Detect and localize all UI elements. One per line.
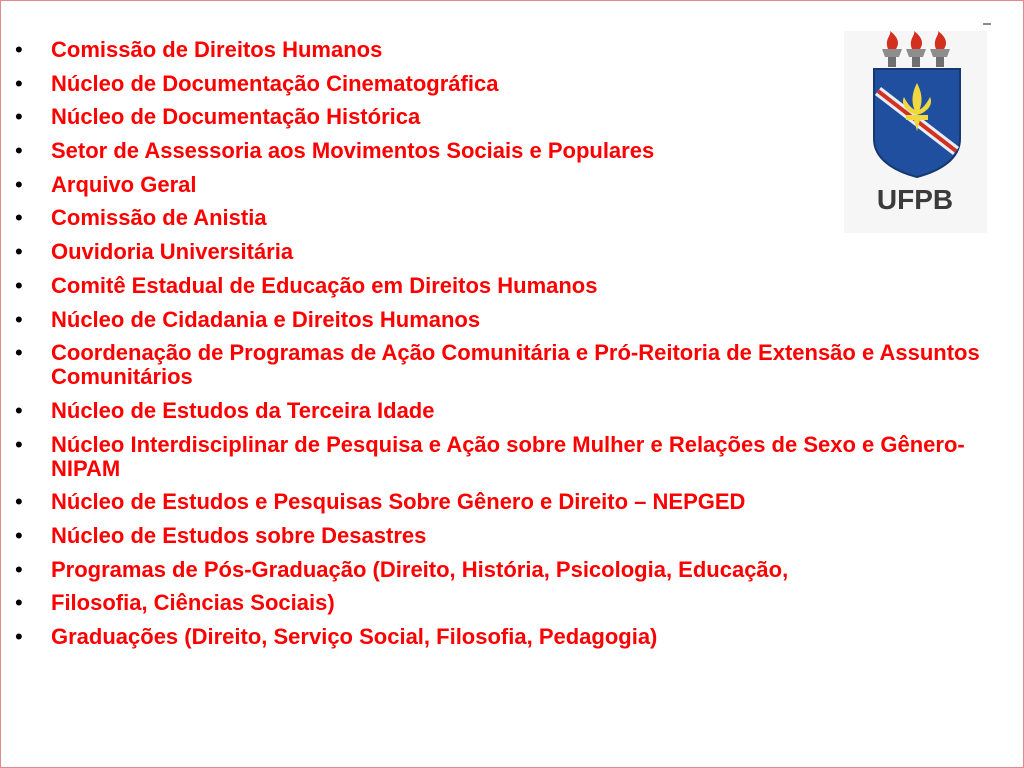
list-item-text: Comitê Estadual de Educação em Direitos Humanos bbox=[51, 272, 598, 298]
bullet-icon: • bbox=[15, 340, 23, 366]
list-item bbox=[15, 274, 1015, 298]
bullet-icon: • bbox=[15, 522, 23, 548]
bullet-icon: • bbox=[15, 104, 23, 130]
list-item-text: Graduações (Direito, Serviço Social, Filosofia, Pedagogia) bbox=[51, 624, 658, 649]
list-item bbox=[15, 399, 1015, 423]
ufpb-emblem-icon bbox=[844, 31, 987, 233]
ufpb-logo bbox=[844, 31, 987, 233]
list-item-text: Setor de Assessoria aos Movimentos Sociais e Populares bbox=[51, 138, 655, 164]
list-item bbox=[15, 240, 1015, 264]
list-item-text: Núcleo de Documentação Histórica bbox=[51, 104, 421, 130]
list-item bbox=[15, 433, 1015, 481]
bullet-icon: • bbox=[15, 239, 23, 265]
bullet-icon: • bbox=[15, 171, 23, 197]
bullet-icon: • bbox=[15, 205, 23, 231]
bullet-icon: • bbox=[15, 431, 23, 457]
list-item bbox=[15, 341, 1015, 389]
list-item-text: Núcleo Interdisciplinar de Pesquisa e Ação sobre Mulher e Relações de Sexo e Gênero-NIPAM bbox=[51, 431, 965, 481]
bullet-icon: • bbox=[15, 37, 23, 62]
list-item bbox=[15, 308, 1015, 332]
list-item bbox=[15, 591, 1015, 615]
list-item-text: Comissão de Anistia bbox=[51, 205, 267, 231]
list-item-text: Arquivo Geral bbox=[51, 171, 197, 197]
list-item-text: Núcleo de Cidadania e Direitos Humanos bbox=[51, 306, 481, 332]
torch-left-icon bbox=[882, 31, 902, 67]
bullet-icon: • bbox=[15, 306, 23, 332]
bullet-icon: • bbox=[15, 556, 23, 582]
bullet-icon: • bbox=[15, 590, 23, 616]
bullet-icon: • bbox=[15, 138, 23, 164]
list-item bbox=[15, 524, 1015, 548]
list-item bbox=[15, 625, 1015, 649]
logo-text: UFPB bbox=[876, 184, 954, 215]
bullet-icon: • bbox=[15, 272, 23, 298]
torch-center-icon bbox=[906, 31, 926, 67]
list-item-text: Núcleo de Estudos sobre Desastres bbox=[51, 522, 427, 548]
list-item-text: Ouvidoria Universitária bbox=[51, 239, 294, 265]
list-item-text: Filosofia, Ciências Sociais) bbox=[51, 590, 335, 616]
list-item-text: Núcleo de Documentação Cinematográfica bbox=[51, 70, 499, 96]
list-item-text: Programas de Pós-Graduação (Direito, História, Psicologia, Educação, bbox=[51, 556, 789, 582]
list-item-text: Núcleo de Estudos da Terceira Idade bbox=[51, 397, 435, 423]
list-item-text: Núcleo de Estudos e Pesquisas Sobre Gênero e Direito – NEPGED bbox=[51, 489, 746, 515]
bullet-icon: • bbox=[15, 70, 23, 96]
corner-mark bbox=[983, 23, 991, 25]
list-item bbox=[15, 558, 1015, 582]
list-item-text: Comissão de Direitos Humanos bbox=[51, 37, 383, 62]
bullet-icon: • bbox=[15, 624, 23, 649]
list-item-text: Coordenação de Programas de Ação Comunitária e Pró-Reitoria de Extensão e Assuntos Comunitários bbox=[51, 340, 980, 390]
torch-right-icon bbox=[930, 31, 950, 67]
list-item bbox=[15, 490, 1015, 514]
bullet-icon: • bbox=[15, 489, 23, 515]
bullet-icon: • bbox=[15, 397, 23, 423]
